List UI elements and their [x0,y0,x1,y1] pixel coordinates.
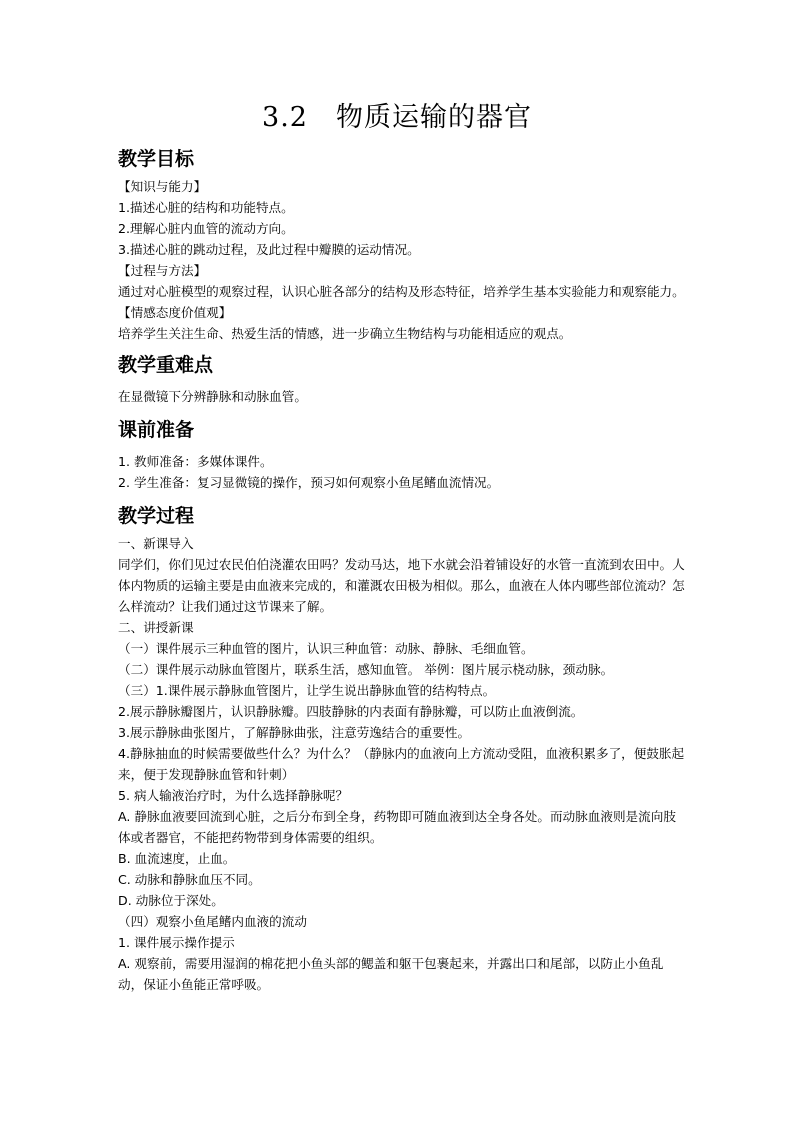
text-paragraph: A. 静脉血液要回流到心脏，之后分布到全身，药物即可随血液到达全身各处。而动脉血液则是流向肢体或者器官，不能把药物带到身体需要的组织。 [118,809,676,845]
text-line: 3.描述心脏的跳动过程，及此过程中瓣膜的运动情况。 [118,242,420,257]
section-heading: 教学重难点 [118,354,214,376]
section-heading: 课前准备 [118,419,195,441]
text-line: （四）观察小鱼尾鳍内血液的流动 [118,914,307,929]
text-paragraph: 4.静脉抽血的时候需要做些什么？为什么？（静脉内的血液向上方流动受阻，血液积累多了，便鼓胀起来，便于发现静脉血管和针刺） [118,746,685,782]
text-line: D. 动脉位于深处。 [118,893,224,908]
section-teaching-process [118,503,686,995]
section-heading: 教学目标 [118,148,195,170]
document-body [118,146,686,995]
section-heading: 教学过程 [118,505,195,527]
text-line: （二）课件展示动脉血管图片，联系生活，感知血管。 举例：图片展示桡动脉，颈动脉。 [118,662,614,677]
section-teaching-goals [118,146,686,344]
text-line: 【情感态度价值观】 [118,305,232,320]
text-line: 1. 教师准备：多媒体课件。 [118,454,273,469]
text-line: 3.展示静脉曲张图片，了解静脉曲张，注意劳逸结合的重要性。 [118,725,471,740]
text-line: 2. 学生准备：复习显微镜的操作，预习如何观察小鱼尾鳍血流情况。 [118,475,500,490]
section-preparation [118,417,686,493]
text-line: 1. 课件展示操作提示 [118,935,235,950]
text-line: 【知识与能力】 [118,179,207,194]
text-line: B. 血流速度，止血。 [118,851,236,866]
text-line: 5. 病人输液治疗时，为什么选择静脉呢？ [118,788,349,803]
text-line: 在显微镜下分辨静脉和动脉血管。 [118,389,307,404]
text-line: （一）课件展示三种血管的图片，认识三种血管：动脉、静脉、毛细血管。 [118,641,534,656]
text-line: 培养学生关注生命、热爱生活的情感，进一步确立生物结构与功能相适应的观点。 [118,326,572,341]
text-line: 一、新课导入 [118,536,194,551]
text-line: 二、讲授新课 [118,620,194,635]
section-key-difficulties [118,352,686,407]
text-line: 2.理解心脏内血管的流动方向。 [118,221,294,236]
text-line: 1.描述心脏的结构和功能特点。 [118,200,294,215]
text-line: （三）1.课件展示静脉血管图片，让学生说出静脉血管的结构特点。 [118,683,496,698]
text-line: 【过程与方法】 [118,263,207,278]
text-paragraph: A. 观察前，需要用湿润的棉花把小鱼头部的鳃盖和躯干包裹起来，并露出口和尾部，以防止小鱼乱动，保证小鱼能正常呼吸。 [118,956,664,992]
text-line: C. 动脉和静脉血压不同。 [118,872,261,887]
text-paragraph: 同学们，你们见过农民伯伯浇灌农田吗？发动马达，地下水就会沿着铺设好的水管一直流到农田中。人体内物质的运输主要是由血液来完成的，和灌溉农田极为相似。那么，血液在人体内哪些部位流动？怎么样流动？让我们通过这节课来了解。 [118,557,685,614]
text-line: 2.展示静脉瓣图片，认识静脉瓣。四肢静脉的内表面有静脉瓣，可以防止血液倒流。 [118,704,584,719]
document-title: 3.2 物质运输的器官 [262,102,532,133]
text-paragraph: 通过对心脏模型的观察过程，认识心脏各部分的结构及形态特征，培养学生基本实验能力和观察能力。 [118,284,685,299]
